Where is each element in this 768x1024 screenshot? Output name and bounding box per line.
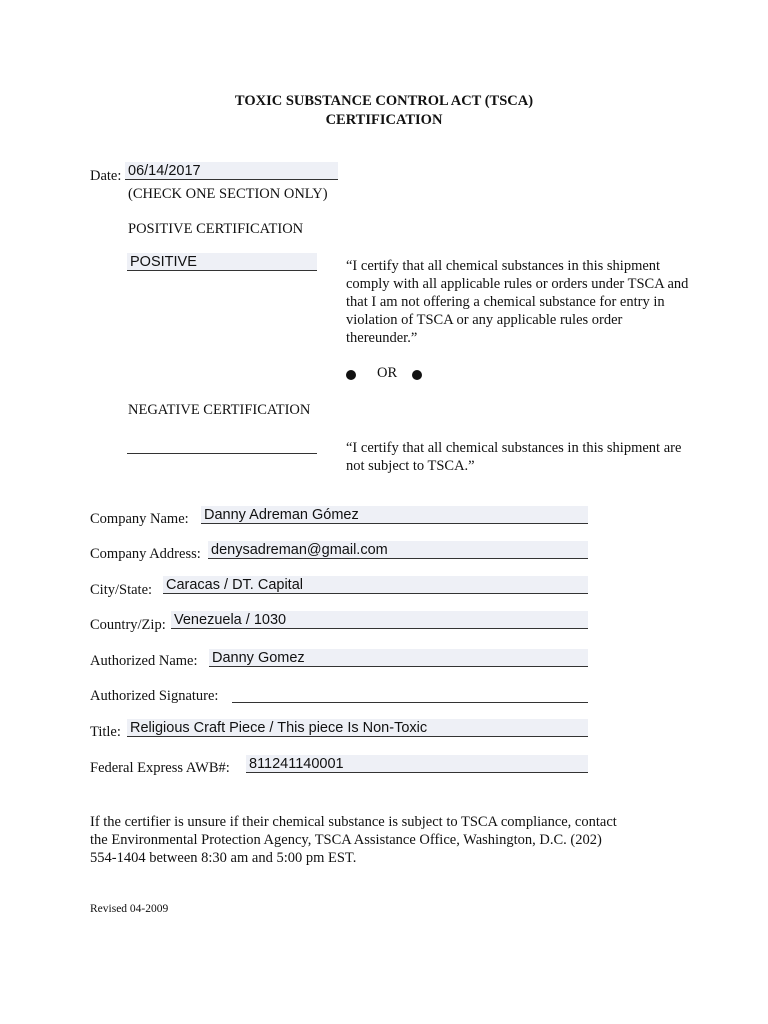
company-address-field[interactable]: denysadreman@gmail.com [208, 541, 588, 559]
city-state-label: City/State: [90, 582, 153, 598]
awb-field[interactable]: 811241140001 [246, 755, 588, 773]
country-zip-field[interactable]: Venezuela / 1030 [171, 611, 588, 629]
company-name-label: Company Name: [90, 511, 189, 527]
positive-certification-field[interactable]: POSITIVE [127, 253, 317, 271]
awb-label: Federal Express AWB#: [90, 760, 230, 776]
positive-certification-heading: POSITIVE CERTIFICATION [128, 221, 304, 237]
authorized-signature-field[interactable] [232, 685, 588, 703]
or-label: OR [377, 365, 398, 381]
date-field[interactable]: 06/14/2017 [125, 162, 338, 180]
company-name-field[interactable]: Danny Adreman Gómez [201, 506, 588, 524]
authorized-name-label: Authorized Name: [90, 653, 198, 669]
check-one-note: (CHECK ONE SECTION ONLY) [128, 186, 328, 202]
city-state-field[interactable]: Caracas / DT. Capital [163, 576, 588, 594]
date-label: Date: [90, 168, 122, 184]
bullet-dot-left [346, 370, 356, 380]
document-title-line2: CERTIFICATION [325, 112, 443, 128]
bullet-dot-right [412, 370, 422, 380]
revised-label: Revised 04-2009 [90, 903, 169, 915]
negative-certification-statement: “I certify that all chemical substances in this shipment are not subject to TSCA.” [346, 440, 682, 474]
country-zip-label: Country/Zip: [90, 617, 166, 633]
positive-certification-statement: “I certify that all chemical substances in this shipment comply with all applicable rules or orders under TSCA and that I am not offering a chemical substance for entry in violation of TSCA or any applicable rules order thereunder.” [346, 258, 689, 346]
company-address-label: Company Address: [90, 546, 201, 562]
authorized-name-field[interactable]: Danny Gomez [209, 649, 588, 667]
negative-certification-field[interactable] [127, 436, 317, 454]
title-field[interactable]: Religious Craft Piece / This piece Is Non-Toxic [127, 719, 588, 737]
document-title-line1: TOXIC SUBSTANCE CONTROL ACT (TSCA) [234, 93, 534, 109]
authorized-signature-label: Authorized Signature: [90, 688, 219, 704]
negative-certification-heading: NEGATIVE CERTIFICATION [128, 402, 311, 418]
footer-note: If the certifier is unsure if their chemical substance is subject to TSCA compliance, contact the Environmental Protection Agency, TSCA Assistance Office, Washington, D.C. (202) 554-1404 between 8:30 am and 5:00 pm EST. [90, 814, 617, 866]
title-label: Title: [90, 724, 121, 740]
